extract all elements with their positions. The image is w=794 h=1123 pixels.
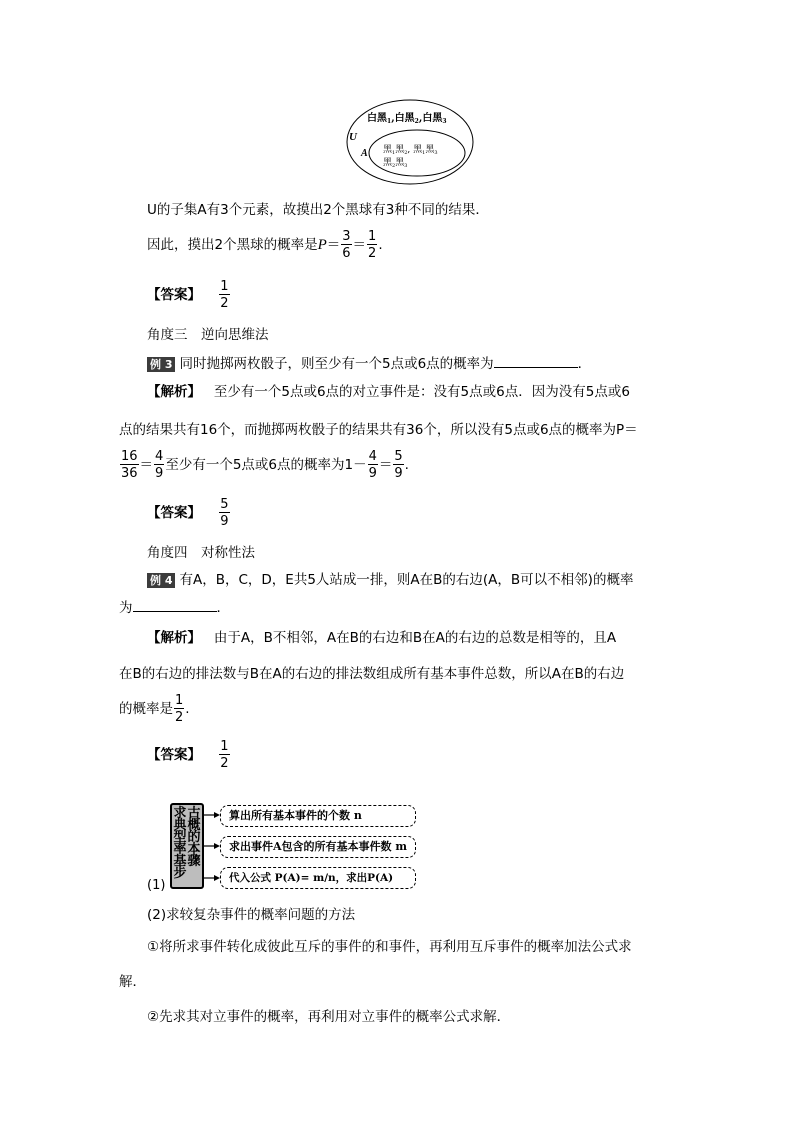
example4-label: 例 4 (147, 573, 175, 588)
analysis3-line3: $\frac{16}{36}$ ＝ $\frac{4}{9}$ 至少有一个5点或6点的概率为1－ $\frac{4}{9}$ ＝ $\frac{5}{9}$ . (121, 449, 409, 481)
flow-connectors (204, 803, 220, 889)
flow-step-3 (220, 867, 416, 889)
venn-U-label: U (349, 131, 357, 143)
example4-line2-text: 为 (119, 600, 133, 616)
var-P: P (317, 237, 327, 253)
flow-step-1-text: 算出所有基本事件的个数 n (229, 809, 362, 822)
analysis4-text1: 由于A，B不相邻，A在B的右边和B在A的右边的总数是相等的，且A (213, 630, 617, 646)
angle3-heading: 角度三 逆向思维法 (147, 327, 269, 343)
example4-line2 (119, 596, 230, 616)
fraction-5-9: $\frac{5}{9}$ (394, 449, 403, 481)
para-subset-text: U的子集A有3个元素，故摸出2个黑球有3种不同的结果． (147, 202, 489, 218)
example3 (147, 352, 591, 372)
venn-inner-row2: 黑$_2$黑$_3$ (383, 158, 408, 169)
flow-title (170, 803, 204, 889)
venn-diagram (345, 98, 475, 186)
answer-label: 【答案】 (147, 287, 201, 303)
answer-2 (147, 498, 231, 528)
example3-answer-blank[interactable] (494, 355, 578, 368)
analysis4-line3: 的概率是 $\frac{1}{2}$ . (119, 693, 190, 725)
analysis4-line2: 在B的右边的排法数与B在A的右边的排法数组成所有基本事件总数，所以A在B的右边 (119, 666, 625, 682)
answer-3 (147, 740, 231, 770)
analysis3-line3-text: 至少有一个5点或6点的概率为1－ (165, 457, 367, 473)
flow-step-2 (220, 836, 416, 858)
flow-step-1 (220, 805, 416, 827)
flow-step-3-text: 代入公式 P(A)= m/n，求出P(A) (229, 872, 394, 884)
analysis4-line3-text: 的概率是 (119, 701, 173, 717)
example3-label: 例 3 (147, 357, 175, 372)
analysis3-line1 (147, 380, 630, 400)
angle4-heading: 角度四 对称性法 (147, 545, 255, 561)
fraction-4-9-b: $\frac{4}{9}$ (368, 449, 377, 481)
example3-text: 同时抛掷两枚骰子，则至少有一个5点或6点的概率为 (179, 356, 494, 372)
example4-end: ． (216, 600, 230, 616)
analysis-label: 【解析】 (147, 384, 201, 400)
para-probability-prefix: 因此，摸出2个黑球的概率是 (147, 237, 318, 253)
analysis-label: 【解析】 (147, 630, 201, 646)
para-probability: 因此，摸出2个黑球的概率是P＝ $\frac{3}{6}$ ＝ $\frac{1}{2}$ . (147, 229, 383, 261)
example4-answer-blank[interactable] (133, 599, 217, 612)
para-subset (147, 198, 489, 218)
flow-prefix: (1) (147, 878, 166, 893)
method-item-2: ②先求其对立事件的概率，再利用对立事件的概率公式求解． (147, 1009, 511, 1025)
method-item-1: ①将所求事件转化成彼此互斥的事件的和事件，再利用互斥事件的概率加法公式求 (147, 939, 632, 955)
venn-inner-row1: 黑$_1$黑$_2$, 黑$_1$黑$_3$ (383, 145, 438, 156)
answer-3-fraction: $\frac{1}{2}$ (220, 739, 229, 771)
example3-end: ． (577, 356, 592, 372)
answer-label: 【答案】 (147, 747, 201, 763)
fraction-4-9: $\frac{4}{9}$ (155, 449, 164, 481)
example4 (147, 568, 633, 588)
example4-text: 有A，B，C，D，E共5人站成一排，则A在B的右边(A，B可以不相邻)的概率 (179, 572, 634, 588)
answer-2-fraction: $\frac{5}{9}$ (220, 497, 229, 529)
answer-1 (147, 280, 231, 310)
fraction-1-2: $\frac{1}{2}$ (368, 229, 377, 261)
flow-step-2-text: 求出事件A包含的所有基本事件数 m (229, 840, 408, 853)
answer-1-fraction: $\frac{1}{2}$ (220, 279, 229, 311)
fraction-16-36: $\frac{16}{36}$ (121, 449, 138, 481)
venn-outer-items: 白黑$_1$,白黑$_2$,白黑$_3$ (367, 113, 447, 125)
method2-title: (2)求较复杂事件的概率问题的方法 (147, 907, 356, 923)
analysis3-line2: 点的结果共有16个，而抛掷两枚骰子的结果共有36个，所以没有5点或6点的概率为P＝ (119, 422, 638, 438)
analysis4-line1 (147, 626, 616, 646)
method-item-1-cont: 解． (119, 974, 146, 990)
flow-title-text: 古 概 的 本 骤 求 典 型 率 基 步 (173, 806, 201, 881)
answer-label: 【答案】 (147, 505, 201, 521)
fraction-3-6: $\frac{3}{6}$ (342, 229, 351, 261)
analysis4-fraction: $\frac{1}{2}$ (175, 693, 184, 725)
venn-A-label: A (361, 148, 368, 159)
analysis3-text1: 至少有一个5点或6点的对立事件是：没有5点或6点．因为没有5点或6 (213, 384, 630, 400)
